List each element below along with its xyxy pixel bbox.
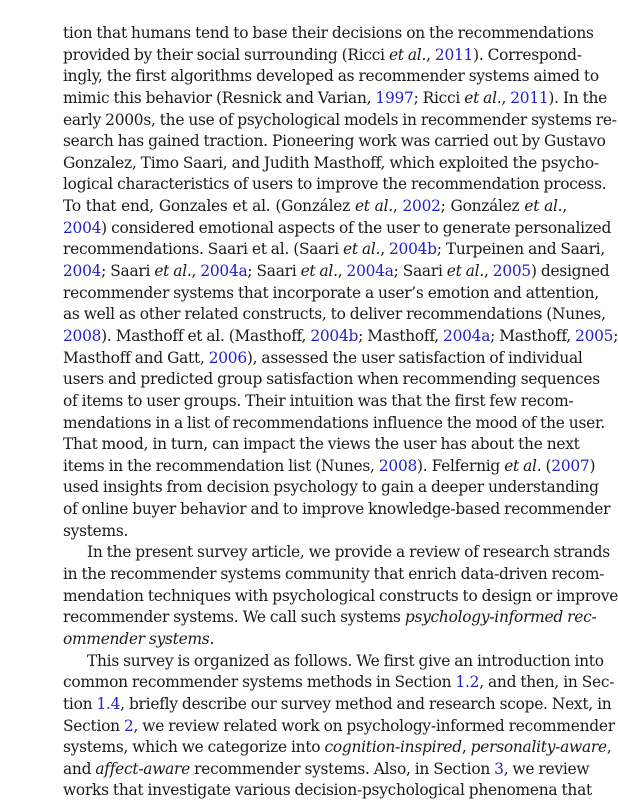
text-line [63, 369, 600, 391]
text-run: , and then, in Sec- [479, 673, 615, 692]
text-line [63, 283, 599, 305]
text-run: , [501, 88, 511, 107]
text-line [63, 629, 567, 651]
emphasized-text: et al. [524, 197, 563, 216]
text-run: common recommender systems methods in Section [63, 673, 456, 692]
text-run: ). Correspond- [473, 45, 582, 64]
text-run: recommendations. Saari et al. (Saari [63, 240, 344, 259]
text-run: tion [63, 694, 97, 713]
text-line [63, 153, 599, 175]
text-line [63, 456, 596, 478]
text-run: of items to user groups. Their intuition was that the first few recom- [63, 391, 574, 410]
text-line [63, 261, 610, 283]
citation-link[interactable]: 3 [494, 759, 504, 778]
text-line [63, 759, 590, 781]
text-run: ; [613, 326, 618, 345]
text-run: ( [541, 456, 552, 475]
text-line [63, 110, 617, 132]
text-run: Masthoff and Gatt, [63, 348, 209, 367]
emphasized-text: ommender systems. [63, 629, 215, 648]
citation-link[interactable]: 2004b [389, 240, 437, 259]
emphasized-text: et al. [446, 262, 484, 281]
text-line [63, 477, 599, 499]
paragraph [63, 23, 618, 542]
emphasized-text: et al. [464, 88, 502, 107]
text-run: early 2000s, the use of psychological models in recommender systems re- [63, 110, 617, 129]
citation-link[interactable]: 2004 [63, 218, 102, 237]
citation-link[interactable]: 2011 [510, 88, 549, 107]
text-run: , [191, 262, 201, 281]
text-line [63, 88, 608, 110]
citation-link[interactable]: 2004b [310, 326, 359, 345]
text-run: recommender systems that incorporate a user’s emotion and attention, [63, 283, 599, 302]
text-run: , [461, 738, 471, 757]
emphasized-text: et al. [343, 240, 381, 259]
document-page [63, 23, 618, 802]
text-run: ) [589, 456, 596, 475]
citation-link[interactable]: 2006 [208, 348, 247, 367]
citation-link[interactable]: 1.4 [96, 694, 121, 713]
text-run: ). Felfernig [417, 456, 505, 475]
text-run: , [483, 262, 493, 281]
text-run: ingly, the first algorithms developed as recommender systems aimed to [63, 67, 599, 86]
text-run: provided by their social surrounding (Ricci [63, 45, 389, 64]
text-run: in the recommender systems community that enrich data-driven recom- [63, 565, 605, 584]
text-line [63, 45, 582, 67]
text-run: Gonzalez, Timo Saari, and Judith Masthoff, which exploited the psycho- [63, 153, 599, 172]
text-line [63, 348, 583, 370]
text-line [63, 304, 606, 326]
text-run: ) considered emotional aspects of the user to generate personalized [101, 218, 612, 237]
text-run: systems. [63, 521, 129, 540]
text-run: search has gained traction. Pioneering work was carried out by Gustavo [63, 132, 606, 151]
text-line [63, 651, 604, 673]
citation-link[interactable]: 2004a [443, 326, 491, 345]
text-run: ; Masthoff, [490, 326, 576, 345]
text-run: used insights from decision psychology to gain a deeper understanding [63, 478, 599, 497]
text-run: , [337, 262, 347, 281]
citation-link[interactable]: 2005 [492, 262, 531, 281]
text-run: ). Masthoff et al. (Masthoff, [101, 326, 311, 345]
text-run: , [562, 197, 567, 216]
emphasized-text: et al. [300, 262, 338, 281]
text-run: recommender systems. Also, in Section [190, 759, 495, 778]
text-line [63, 413, 606, 435]
text-run: logical characteristics of users to improve the recommendation process. [63, 175, 607, 194]
text-line [63, 239, 606, 261]
citation-link[interactable]: 2008 [378, 456, 418, 475]
text-line [63, 521, 567, 543]
text-run: ), assessed the user satisfaction of individual [246, 348, 583, 367]
text-run: , [392, 197, 403, 216]
text-line [63, 23, 594, 45]
text-run: works that investigate various decision-psychological phenomena that [63, 781, 592, 800]
text-run: That mood, in turn, can impact the views the user has about the next [63, 435, 580, 454]
emphasized-text: et al. [154, 262, 192, 281]
text-run: , briefly describe our survey method and research scope. Next, in [120, 694, 612, 713]
text-run: tion that humans tend to base their decisions on the recommendations [63, 24, 594, 42]
text-run: , we review related work on psychology-informed recommender [133, 716, 615, 735]
text-line [63, 218, 612, 240]
text-run: , [380, 240, 389, 259]
text-run: Section [63, 716, 124, 735]
citation-link[interactable]: 2004 [63, 262, 102, 281]
text-run: ) designed [530, 262, 610, 281]
text-run: ; Saari [247, 262, 301, 281]
text-line [63, 672, 615, 694]
text-line [63, 716, 615, 738]
text-run: In the present survey article, we provide a review of research strands [87, 543, 610, 562]
text-run: ; González [440, 197, 525, 216]
text-run: ; Ricci [413, 88, 465, 107]
text-line [63, 586, 618, 608]
text-line [63, 326, 618, 348]
citation-link[interactable]: 2004a [346, 262, 394, 281]
text-run: items in the recommendation list (Nunes, [63, 456, 379, 475]
text-run: ; Saari [101, 262, 155, 281]
citation-link[interactable]: 2008 [63, 326, 102, 345]
emphasized-text: personality-aware [470, 738, 607, 757]
text-line [63, 434, 580, 456]
paragraph [63, 542, 618, 650]
text-line [63, 174, 607, 196]
text-run: ; Saari [393, 262, 447, 281]
text-run: To that end, Gonzales et al. (González [63, 197, 355, 216]
text-run: ; Turpeinen and Saari, [436, 240, 606, 259]
text-line [63, 780, 592, 802]
text-run: recommender systems. We call such systems [63, 608, 405, 627]
text-line [63, 196, 567, 218]
text-run: of online buyer behavior and to improve knowledge-based recommender [63, 500, 611, 519]
citation-link[interactable]: 2007 [551, 456, 590, 475]
text-run: users and predicted group satisfaction when recommending sequences [63, 370, 600, 389]
body-text [63, 23, 618, 802]
emphasized-text: affect-aware [95, 759, 191, 778]
text-run: mendation techniques with psychological constructs to design or improve [63, 586, 618, 605]
text-run: as well as other related constructs, to deliver recommendations (Nunes, [63, 305, 606, 324]
emphasized-text: et al. [354, 197, 393, 216]
emphasized-text: et al. [388, 45, 427, 64]
text-line [63, 131, 606, 153]
text-line [63, 607, 597, 629]
text-line [63, 694, 612, 716]
text-run: ). In the [548, 88, 608, 107]
citation-link[interactable]: 2005 [575, 326, 614, 345]
text-run: ; Masthoff, [358, 326, 444, 345]
emphasized-text: cognition-inspired [324, 738, 462, 757]
paragraph [63, 651, 615, 802]
text-line [63, 564, 605, 586]
text-run: , we review [503, 759, 590, 778]
text-line [63, 391, 574, 413]
text-line [63, 542, 610, 564]
text-run: and [63, 759, 96, 778]
text-run: , [606, 738, 612, 757]
citation-link[interactable]: 2002 [402, 197, 441, 216]
text-run: systems, which we categorize into [63, 738, 325, 757]
citation-link[interactable]: 2 [123, 716, 134, 735]
citation-link[interactable]: 2011 [434, 45, 474, 64]
text-line [63, 499, 611, 521]
text-line [63, 737, 612, 759]
text-line [63, 66, 599, 88]
text-run: mendations in a list of recommendations influence the mood of the user. [63, 413, 606, 432]
citation-link[interactable]: 2004a [200, 262, 248, 281]
text-run: , [426, 45, 435, 64]
text-run: This survey is organized as follows. We first give an introduction into [87, 651, 604, 670]
citation-link[interactable]: 1.2 [455, 673, 480, 692]
emphasized-text: psychology-informed rec- [404, 608, 597, 627]
citation-link[interactable]: 1997 [375, 88, 414, 107]
emphasized-text: et al. [504, 456, 542, 475]
text-run: mimic this behavior (Resnick and Varian, [63, 88, 376, 107]
